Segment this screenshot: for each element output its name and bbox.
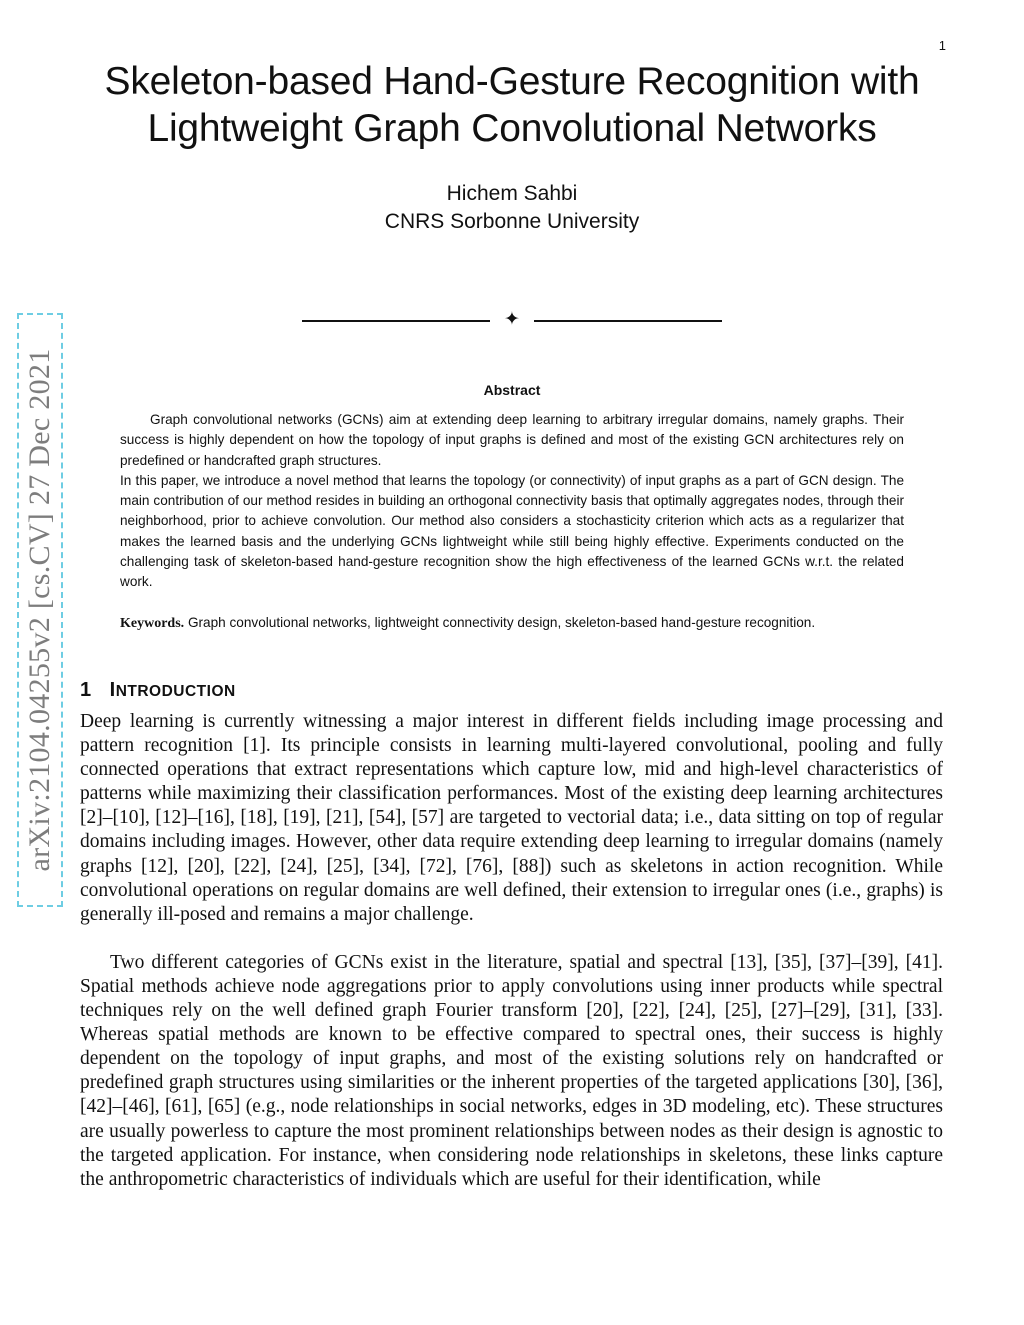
section-heading (80, 679, 236, 702)
author-name: Hichem Sahbi (446, 182, 578, 205)
abstract-heading: Abstract (483, 382, 541, 398)
section-title-initial: I (109, 679, 116, 701)
arxiv-identifier: arXiv:2104.04255v2 [cs.CV] 27 Dec 2021 (23, 348, 56, 872)
section-title-rest: NTRODUCTION (115, 683, 236, 700)
body-paragraph-1: Deep learning is currently witnessing a major interest in different fields including image processing and pattern recognition [1]. Its principle consists in learning multi-layered convolutional, pooling and fully connected operations that extract representations which capture low, mid and high-level characteristics of patterns while maximizing their classification performances. Most of the existing deep learning architectures [2]–[10], [12]–[16], [18], [19], [21], [54], [57] are targeted to vectorial data; i.e., data sitting on top of regular domains including images. However, other data require extending deep learning to irregular domains (namely graphs [12], [20], [22], [24], [25], [34], [72], [76], [88]) such as skeletons in action recognition. While convolutional operations on regular domains are well defined, their extension to irregular ones (i.e., graphs) is generally ill-posed and remains a major challenge. (80, 711, 943, 925)
paper-title-line-1: Skeleton-based Hand-Gesture Recognition with (104, 60, 920, 103)
paper-title (60, 58, 964, 152)
body-paragraph-2: Two different categories of GCNs exist in the literature, spatial and spectral [13], [35], [37]–[39], [41]. Spatial methods achieve node aggregations prior to apply convolutions using inner products while spectral techniques rely on the well defined graph Fourier transform [20], [22], [24], [25], [27]–[29], [31], [33]. Whereas spatial methods are known to be effective compared to spectral ones, their success is highly dependent on the topology of input graphs, and most of the existing solutions rely on handcrafted or predefined graph structures using similarities or the inherent properties of the targeted applications [30], [36], [42]–[46], [61], [65] (e.g., node relationships in social networks, edges in 3D modeling, etc). These structures are usually powerless to capture the most prominent relationships between nodes as their design is agnostic to the targeted application. For instance, when considering node relationships in skeletons, these links capture the anthropometric characteristics of individuals which are useful for their identification, while (80, 951, 943, 1190)
divider-ornament-icon: ✦ (504, 309, 520, 330)
keywords (120, 613, 920, 634)
abstract-paragraph-2: In this paper, we introduce a novel method that learns the topology (or connectivity) of input graphs as a part of GCN design. The main contribution of our method resides in building an orthogonal connectivity basis that optimally aggregates nodes, through their neighborhood, prior to achieve convolution. Our method also considers a stochasticity criterion which acts as a regularizer that makes the learned basis and the underlying GCNs lightweight while still being highly effective. Experiments conducted on the challenging task of skeleton-based hand-gesture recognition show the high effectiveness of the learned GCNs w.r.t. the related work. (120, 472, 904, 590)
divider-rule-right (534, 320, 722, 322)
divider-rule-left (302, 320, 490, 322)
section-divider (300, 311, 724, 331)
author-block (262, 180, 762, 236)
section-number: 1 (80, 679, 92, 701)
keywords-text: Graph convolutional networks, lightweight connectivity design, skeleton-based hand-gesture recognition. (187, 615, 816, 630)
page-number: 1 (938, 38, 946, 53)
body-text (80, 710, 943, 1192)
abstract-body (120, 410, 904, 593)
abstract-paragraph-1: Graph convolutional networks (GCNs) aim at extending deep learning to arbitrary irregular domains, namely graphs. Their success is highly dependent on how the topology of input graphs is defined and most of the existing GCN architectures rely on predefined or handcrafted graph structures. (120, 412, 904, 468)
keywords-label: Keywords. (120, 616, 185, 631)
author-affiliation: CNRS Sorbonne University (384, 210, 640, 233)
paper-title-line-2: Lightweight Graph Convolutional Networks (147, 107, 877, 150)
arxiv-stamp (17, 313, 63, 907)
